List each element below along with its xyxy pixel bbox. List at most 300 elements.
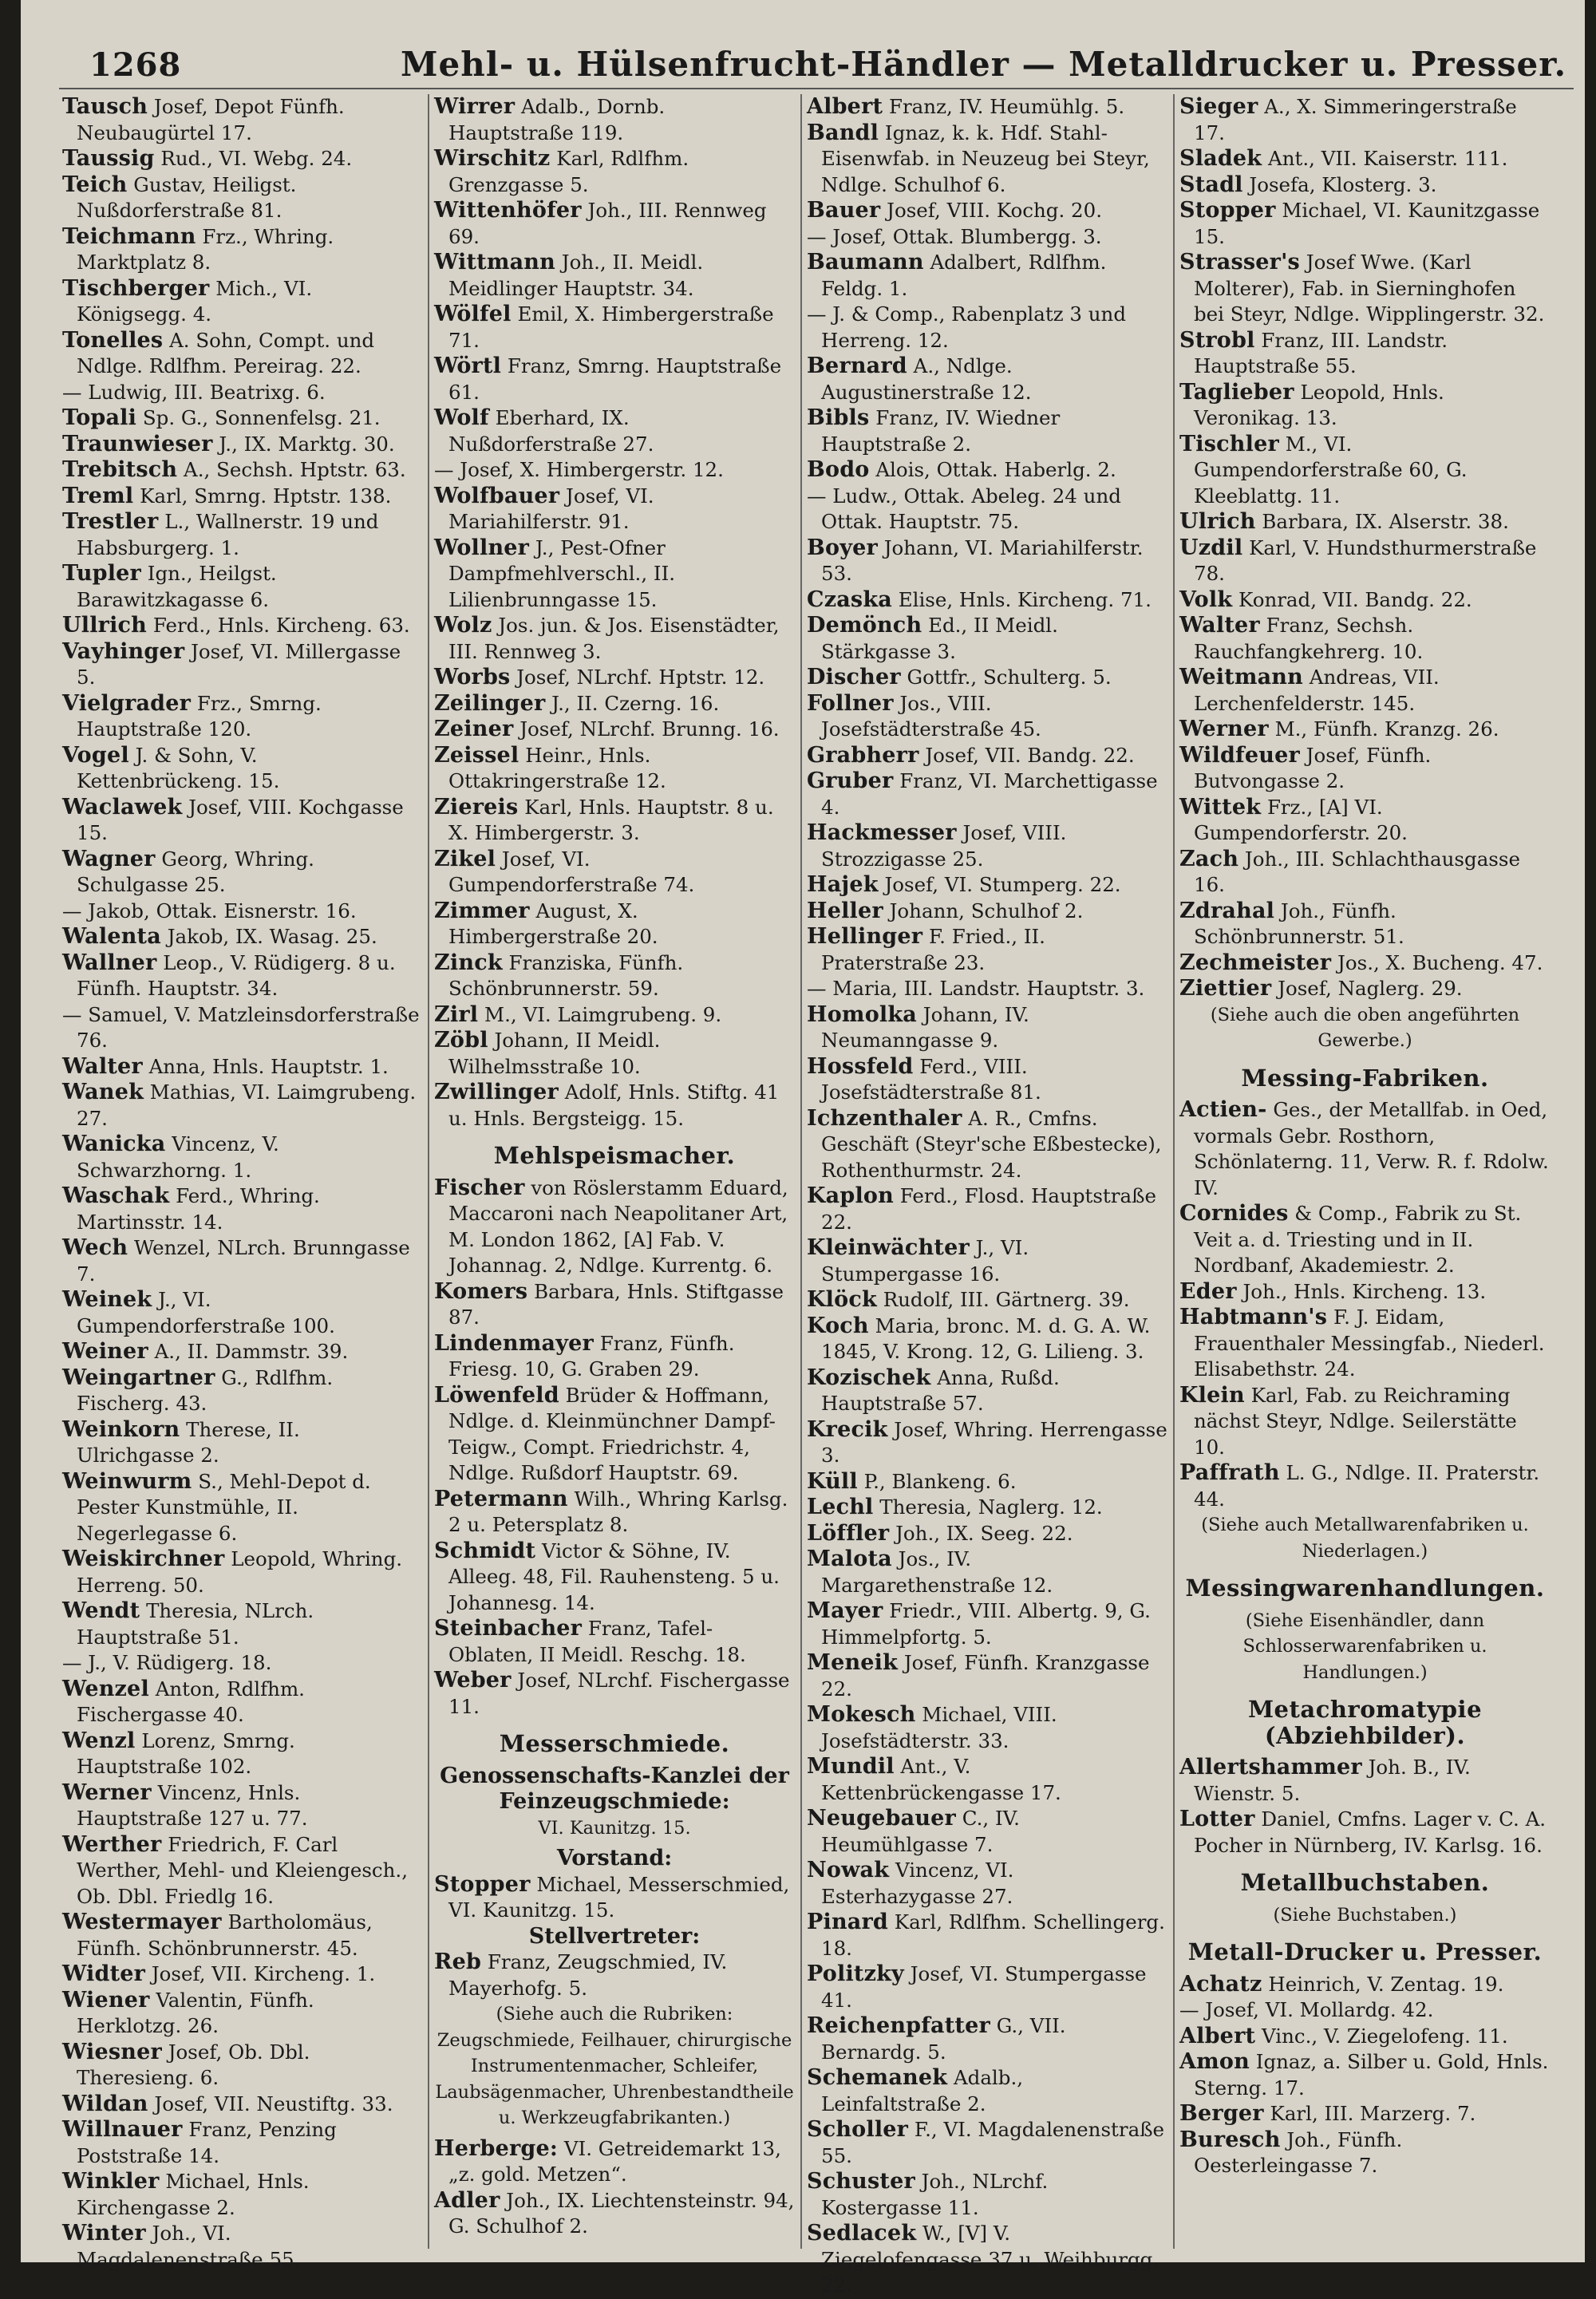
entry-details: Josef, VII. Bandg. 22. xyxy=(925,743,1135,767)
entry-name: Heller xyxy=(807,898,883,923)
directory-entry xyxy=(434,1279,795,1331)
entry-details: Franz, Fünfh. Friesg. 10, G. Graben 29. xyxy=(448,1331,735,1381)
directory-entry xyxy=(434,1872,795,1924)
entry-details: Johann, VI. Mariahilferstr. 53. xyxy=(821,535,1144,585)
directory-entry xyxy=(807,1598,1167,1650)
entry-details: Ges., der Metallfab. in Oed, vormals Gebr. Rosthorn, Schönlaterng. 11, Verw. R. f. Rdolw. IV. xyxy=(1194,1098,1549,1199)
directory-entry xyxy=(434,1175,795,1279)
entry-name: Pinard xyxy=(807,1910,888,1934)
directory-entry xyxy=(1179,250,1551,328)
entry-name: Werther xyxy=(62,1831,162,1857)
entry-details: Josef, VI. Mariahilferstr. 91. xyxy=(448,484,654,533)
entry-details: Adalb., Leinfaltstraße 2. xyxy=(821,2066,1024,2115)
directory-entry xyxy=(62,899,423,925)
entry-name: Kaplon xyxy=(807,1183,894,1208)
page-title: Mehl- u. Hülsenfrucht-Händler — Metalldrucker u. Presser. xyxy=(401,45,1567,84)
entry-name: Ulrich xyxy=(1179,509,1256,534)
directory-entry xyxy=(62,457,423,484)
entry-name: Kozischek xyxy=(807,1365,931,1390)
entry-details: Josef Wwe. (Karl Molterer), Fab. in Sierninghofen bei Steyr, Ndlge. Wipplingerstr. 32. xyxy=(1194,251,1545,326)
entry-name: Zinck xyxy=(434,950,503,975)
entry-details: Franz, III. Landstr. Hauptstraße 55. xyxy=(1194,328,1448,377)
directory-entry xyxy=(62,1080,423,1132)
entry-details: Vincenz, VI. Esterhazygasse 27. xyxy=(821,1859,1014,1908)
directory-entry xyxy=(62,380,423,406)
directory-entry xyxy=(1179,743,1551,795)
entry-name: Zeiner xyxy=(434,717,514,741)
directory-entry xyxy=(62,1677,423,1728)
entry-details: Josef, VIII. Kochg. 20. xyxy=(887,199,1102,222)
directory-entry xyxy=(807,820,1167,872)
entry-details: Anna, Rußd. Hauptstraße 57. xyxy=(821,1365,1060,1415)
entry-details: G., VII. Bernardg. 5. xyxy=(821,2014,1066,2064)
entry-details: Adalbert, Rdlfhm. Feldg. 1. xyxy=(821,251,1107,300)
entry-details: Josef, Naglerg. 29. xyxy=(1278,977,1463,1000)
entry-details: Franz, IV. Heumühlg. 5. xyxy=(888,95,1125,118)
directory-entry xyxy=(1179,613,1551,665)
section-label: Stellvertreter: xyxy=(528,1923,701,1949)
entry-details: Josef, Fünfh. Butvongasse 2. xyxy=(1194,743,1432,792)
directory-entry xyxy=(62,146,423,172)
entry-details: J., IX. Marktg. 30. xyxy=(219,432,395,456)
directory-entry xyxy=(62,509,423,561)
directory-entry xyxy=(62,924,423,950)
entry-details: F. Fried., II. Praterstraße 23. xyxy=(821,925,1045,974)
entry-details: Frz., [A] VI. Gumpendorferstr. 20. xyxy=(1194,795,1408,844)
entry-name: Willnauer xyxy=(62,2117,183,2142)
directory-entry xyxy=(62,1183,423,1235)
directory-entry xyxy=(62,847,423,899)
directory-entry xyxy=(1179,976,1551,1002)
entry-name: Wendt xyxy=(62,1598,140,1623)
entry-details: Josef, VI. Gumpendorferstraße 74. xyxy=(448,847,695,896)
directory-entry xyxy=(434,1668,795,1720)
directory-entry xyxy=(434,2136,795,2188)
entry-name: Ziereis xyxy=(434,794,519,820)
directory-entry xyxy=(62,328,423,380)
directory-entry xyxy=(807,94,1167,120)
entry-name: Küll xyxy=(807,1468,858,1494)
entry-details: A., Ndlge. Augustinerstraße 12. xyxy=(821,354,1032,404)
entry-name: Baumann xyxy=(807,250,924,275)
section-note: (Siehe auch die oben angeführten Gewerbe.) xyxy=(1210,1004,1520,1051)
directory-page xyxy=(21,0,1585,2297)
directory-entry xyxy=(807,1313,1167,1365)
directory-entry xyxy=(807,1806,1167,1858)
directory-entry xyxy=(1179,950,1551,977)
entry-details: M., VI. Laimgrubeng. 9. xyxy=(484,1002,722,1026)
directory-entry xyxy=(62,1832,423,1910)
directory-entry xyxy=(1179,146,1551,172)
entry-name: Weitmann xyxy=(1179,665,1303,689)
directory-entry xyxy=(807,1495,1167,1521)
directory-entry xyxy=(807,1054,1167,1106)
directory-entry xyxy=(807,484,1167,535)
directory-entry xyxy=(1179,328,1551,380)
directory-entry xyxy=(62,1546,423,1598)
directory-entry xyxy=(807,1002,1167,1054)
entry-name: Discher xyxy=(807,665,901,689)
directory-entry xyxy=(1179,665,1551,717)
entry-details: Michael, Messerschmied, VI. Kaunitzg. 15. xyxy=(448,1872,790,1922)
entry-details: G., Rdlfhm. Fischerg. 43. xyxy=(77,1365,334,1415)
section-heading: Metachromatypie (Abziehbilder). xyxy=(1247,1696,1483,1749)
directory-entry xyxy=(1179,1755,1551,1807)
directory-entry xyxy=(807,1365,1167,1417)
directory-entry xyxy=(434,899,795,950)
directory-entry xyxy=(807,2013,1167,2065)
directory-entry xyxy=(62,405,423,432)
entry-name: Zimmer xyxy=(434,898,530,923)
entry-name: Teichmann xyxy=(62,223,196,249)
entry-name: Tupler xyxy=(62,561,141,586)
directory-entry xyxy=(807,1961,1167,2013)
section-label: Genossenschafts-Kanzlei der Feinzeugschmiede: xyxy=(440,1763,789,1814)
entry-name: Zwillinger xyxy=(434,1080,559,1104)
directory-entry xyxy=(1179,1807,1551,1859)
entry-details: Theresia, NLrch. Hauptstraße 51. xyxy=(77,1599,314,1649)
entry-details: Franziska, Fünfh. Schönbrunnerstr. 59. xyxy=(448,950,684,1000)
entry-name: Czaska xyxy=(807,587,892,612)
entry-details: Elise, Hnls. Kircheng. 71. xyxy=(898,587,1152,611)
entry-name: Lotter xyxy=(1179,1807,1255,1831)
entry-name: Taussig xyxy=(62,146,155,171)
entry-name: Zeilinger xyxy=(434,690,546,716)
entry-details: Karl, Hnls. Hauptstr. 8 u. X. Himbergerstr. 3. xyxy=(448,795,774,844)
entry-name: Teich xyxy=(62,172,128,197)
entry-name: Schemanek xyxy=(807,2065,948,2090)
entry-details: S., Mehl-Depot d. Pester Kunstmühle, II. Negerlegasse 6. xyxy=(77,1469,371,1545)
entry-name: Tischberger xyxy=(62,275,210,301)
entry-name: Trebitsch xyxy=(62,457,178,482)
entry-details: Jos. jun. & Jos. Eisenstädter, III. Rennweg 3. xyxy=(448,614,780,663)
entry-details: Karl, Fab. zu Reichraming nächst Steyr, Ndlge. Seilerstätte 10. xyxy=(1194,1383,1517,1459)
entry-details: F., VI. Magdalenenstraße 55. xyxy=(821,2118,1165,2167)
column-divider xyxy=(800,94,802,2249)
directory-entry xyxy=(807,457,1167,484)
entry-name: Mundil xyxy=(807,1754,895,1779)
entry-name: Wittmann xyxy=(434,250,555,275)
entry-name: Ziettier xyxy=(1179,976,1272,1001)
entry-name: Wallner xyxy=(62,950,157,975)
entry-details: M., VI. Gumpendorferstraße 60, G. Kleeblattg. 11. xyxy=(1194,432,1468,508)
column-2 xyxy=(434,94,795,2261)
entry-name: Wolf xyxy=(434,405,489,430)
section-heading: Messing-Fabriken. xyxy=(1241,1064,1489,1092)
entry-name: Taglieber xyxy=(1179,379,1294,405)
entry-name: Werner xyxy=(62,1780,152,1805)
entry-name: Weiskirchner xyxy=(62,1546,225,1571)
entry-name: Homolka xyxy=(807,1001,917,1027)
directory-entry xyxy=(434,613,795,665)
entry-details: Joh. B., IV. Wienstr. 5. xyxy=(1194,1756,1471,1805)
entry-details: Anton, Rdlfhm. Fischergasse 40. xyxy=(77,1677,305,1726)
entry-name: Eder xyxy=(1179,1278,1237,1304)
entry-details: Josef, Depot Fünfh. Neubaugürtel 17. xyxy=(77,95,345,144)
entry-name: Wanek xyxy=(62,1080,144,1104)
entry-name: Wiesner xyxy=(62,2039,162,2064)
entry-name: Worbs xyxy=(434,665,511,689)
entry-name: Weinkorn xyxy=(62,1416,180,1442)
entry-details: Franz, IV. Wiedner Hauptstraße 2. xyxy=(821,406,1061,456)
entry-name: Traunwieser xyxy=(62,431,213,456)
column-1 xyxy=(62,94,423,2271)
directory-entry xyxy=(807,354,1167,405)
directory-entry xyxy=(807,691,1167,743)
entry-details: Jos., VIII. Josefstädterstraße 45. xyxy=(821,691,1041,741)
entry-details: — Ludw., Ottak. Abeleg. 24 und Ottak. Hauptstr. 75. xyxy=(807,484,1121,533)
directory-entry xyxy=(807,224,1167,251)
entry-name: Sieger xyxy=(1179,94,1258,119)
section-heading: Metallbuchstaben. xyxy=(1240,1869,1490,1896)
entry-details: Franz, Tafel-Oblaten, II Meidl. Reschg. 18. xyxy=(448,1617,746,1666)
entry-name: Schmidt xyxy=(434,1538,536,1563)
entry-details: Emil, X. Himbergerstraße 71. xyxy=(448,302,774,352)
entry-name: Vayhinger xyxy=(62,638,185,664)
directory-entry xyxy=(62,691,423,743)
directory-entry xyxy=(434,2188,795,2240)
entry-details: Jos., X. Bucheng. 47. xyxy=(1337,950,1543,974)
entry-name: Malota xyxy=(807,1546,892,1571)
entry-name: Winter xyxy=(62,2221,146,2246)
directory-entry xyxy=(1179,1305,1551,1383)
directory-entry xyxy=(807,743,1167,769)
entry-details: Ferd., Whring. Martinsstr. 14. xyxy=(77,1184,320,1234)
directory-entry xyxy=(434,1616,795,1668)
directory-entry xyxy=(434,1002,795,1029)
entry-details: — J. & Comp., Rabenplatz 3 und Herreng. 12. xyxy=(807,302,1127,352)
entry-name: Albert xyxy=(1179,2023,1256,2048)
entry-details: Josef, Fünfh. Kranzgasse 22. xyxy=(821,1651,1150,1701)
entry-name: Scholler xyxy=(807,2117,909,2142)
directory-entry xyxy=(434,717,795,743)
entry-name: Wildfeuer xyxy=(1179,742,1300,768)
directory-entry xyxy=(62,1469,423,1547)
directory-entry xyxy=(62,950,423,1002)
entry-name: Zöbl xyxy=(434,1028,488,1053)
entry-name: Wittek xyxy=(1179,794,1262,820)
entry-details: A., X. Simmeringerstraße 17. xyxy=(1194,95,1517,144)
entry-details: Josef, VIII. Kochgasse 15. xyxy=(77,795,404,844)
directory-entry xyxy=(62,1780,423,1832)
entry-name: Hellinger xyxy=(807,924,923,949)
entry-details: Michael, VIII. Josefstädterstr. 33. xyxy=(821,1703,1057,1752)
entry-name: Wittenhöfer xyxy=(434,198,582,223)
entry-name: Follner xyxy=(807,690,894,716)
directory-entry xyxy=(62,1132,423,1183)
entry-name: Krecik xyxy=(807,1416,888,1442)
entry-details: Joh., Fünfh. Oesterleingasse 7. xyxy=(1194,2127,1403,2177)
directory-entry xyxy=(1179,172,1551,199)
entry-details: Johann, IV. Neumanngasse 9. xyxy=(821,1002,1029,1052)
entry-name: Bauer xyxy=(807,198,881,223)
entry-name: Wollner xyxy=(434,535,530,560)
directory-entry xyxy=(807,1106,1167,1184)
directory-entry xyxy=(62,1287,423,1339)
entry-details: August, X. Himbergerstraße 20. xyxy=(448,899,658,948)
entry-name: Walter xyxy=(62,1053,143,1079)
entry-name: Bandl xyxy=(807,120,879,145)
entry-name: Komers xyxy=(434,1278,528,1304)
entry-name: Tonelles xyxy=(62,327,164,353)
directory-entry xyxy=(1179,1460,1551,1512)
entry-name: Weingartner xyxy=(62,1365,215,1390)
directory-entry xyxy=(807,665,1167,691)
entry-details: Karl, Smrng. Hptstr. 138. xyxy=(140,484,392,508)
entry-details: Ignaz, k. k. Hdf. Stahl-Eisenwfab. in Neuzeug bei Steyr, Ndlge. Schulhof 6. xyxy=(821,120,1150,196)
entry-details: Daniel, Cmfns. Lager v. C. A. Pocher in Nürnberg, IV. Karlsg. 16. xyxy=(1194,1807,1547,1857)
entry-details: Heinr., Hnls. Ottakringerstraße 12. xyxy=(448,743,666,792)
entry-name: Herberge: xyxy=(434,2135,559,2161)
entry-details: Joh., IX. Seeg. 22. xyxy=(895,1521,1073,1545)
entry-details: — Josef, X. Himbergerstr. 12. xyxy=(434,458,724,481)
entry-details: Franz, Zeugschmied, IV. Mayerhofg. 5. xyxy=(448,1950,728,2000)
entry-name: Wenzel xyxy=(62,1676,149,1701)
entry-name: Wirrer xyxy=(434,94,516,119)
entry-details: — Maria, III. Landstr. Hauptstr. 3. xyxy=(807,977,1145,1000)
entry-details: Ignaz, a. Silber u. Gold, Hnls. Sterng. 17. xyxy=(1194,2050,1549,2100)
directory-entry xyxy=(807,2117,1167,2169)
directory-entry xyxy=(434,484,795,535)
directory-entry xyxy=(62,1988,423,2040)
entry-name: Bernard xyxy=(807,354,907,378)
entry-details: VI. Getreidemarkt 13, „z. gold. Metzen“. xyxy=(448,2136,781,2186)
directory-entry xyxy=(807,405,1167,457)
directory-entry xyxy=(807,120,1167,199)
entry-details: Franz, Sechsh. Rauchfangkehrerg. 10. xyxy=(1194,614,1424,663)
directory-entry xyxy=(807,250,1167,302)
entry-details: Michael, Hnls. Kirchengasse 2. xyxy=(77,2170,310,2219)
entry-name: Strasser's xyxy=(1179,250,1300,275)
directory-entry xyxy=(62,2169,423,2221)
entry-name: Demönch xyxy=(807,613,922,638)
entry-details: Karl, V. Hundsthurmerstraße 78. xyxy=(1194,535,1537,585)
directory-entry xyxy=(1179,1997,1551,2024)
entry-details: Mathias, VI. Laimgrubeng. 27. xyxy=(77,1080,417,1130)
entry-details: Joh., NLrchf. Kostergasse 11. xyxy=(821,2170,1049,2219)
directory-entry xyxy=(1179,847,1551,899)
entry-details: Franz, VI. Marchettigasse 4. xyxy=(821,769,1158,819)
entry-details: Josef, VIII. Strozzigasse 25. xyxy=(821,821,1067,871)
entry-details: Joh., Hnls. Kircheng. 13. xyxy=(1242,1279,1487,1303)
directory-entry xyxy=(434,847,795,899)
entry-details: Adalb., Dornb. Hauptstraße 119. xyxy=(448,95,666,144)
entry-name: Wölfel xyxy=(434,302,512,326)
entry-name: Tausch xyxy=(62,94,148,119)
entry-details: M., Fünfh. Kranzg. 26. xyxy=(1274,717,1499,741)
section-heading: Mehlspeismacher. xyxy=(493,1142,736,1169)
directory-entry xyxy=(1179,2024,1551,2050)
entry-details: C., IV. Heumühlgasse 7. xyxy=(821,1807,1020,1856)
entry-name: Klein xyxy=(1179,1382,1245,1408)
directory-entry xyxy=(434,1080,795,1132)
entry-name: Wanicka xyxy=(62,1132,166,1156)
entry-name: Stopper xyxy=(1179,198,1276,223)
directory-entry xyxy=(1179,432,1551,510)
entry-name: Trestler xyxy=(62,509,159,534)
entry-name: Gruber xyxy=(807,768,894,793)
entry-details: J. & Sohn, V. Kettenbrückeng. 15. xyxy=(77,743,280,792)
entry-details: Karl, Rdlfhm. Schellingerg. 18. xyxy=(821,1910,1165,1960)
directory-entry xyxy=(62,1728,423,1780)
directory-entry xyxy=(807,2221,1167,2299)
entry-details: Ant., V. Kettenbrückengasse 17. xyxy=(821,1755,1061,1804)
directory-entry xyxy=(807,1469,1167,1495)
entry-details: Alois, Ottak. Haberlg. 2. xyxy=(875,458,1116,481)
directory-entry xyxy=(62,743,423,795)
entry-name: Weber xyxy=(434,1668,512,1693)
entry-details: L. G., Ndlge. II. Praterstr. 44. xyxy=(1194,1461,1540,1511)
entry-name: Mokesch xyxy=(807,1702,916,1727)
directory-entry xyxy=(1179,1097,1551,1201)
entry-name: Weinek xyxy=(62,1287,152,1312)
directory-entry xyxy=(807,1287,1167,1313)
entry-details: von Röslerstamm Eduard, Maccaroni nach Neapolitaner Art, M. London 1862, [A] Fab. V. Johannag. 2, Ndlge. Kurrentg. 6. xyxy=(448,1175,788,1277)
directory-entry xyxy=(62,639,423,691)
entry-name: Amon xyxy=(1179,2049,1250,2074)
entry-name: Winkler xyxy=(62,2169,160,2194)
entry-details: — J., V. Rüdigerg. 18. xyxy=(62,1651,272,1674)
directory-entry xyxy=(62,795,423,847)
entry-details: Gottfr., Schulterg. 5. xyxy=(907,666,1112,689)
directory-entry xyxy=(62,1002,423,1054)
entry-name: Topali xyxy=(62,405,137,430)
entry-name: Uzdil xyxy=(1179,535,1243,560)
entry-name: Sedlacek xyxy=(807,2221,917,2246)
directory-entry xyxy=(434,94,795,146)
page-header xyxy=(65,41,1574,86)
entry-details: Anna, Hnls. Hauptstr. 1. xyxy=(148,1054,389,1078)
section-note: (Siehe Eisenhändler, dann Schlosserwarenfabriken u. Handlungen.) xyxy=(1242,1610,1487,1683)
entry-name: Mayer xyxy=(807,1598,883,1623)
directory-entry xyxy=(62,2117,423,2169)
entry-details: A. R., Cmfns. Geschäft (Steyr'sche Eßbestecke), Rothenthurmstr. 24. xyxy=(821,1106,1162,1182)
entry-name: Strobl xyxy=(1179,327,1255,353)
directory-entry xyxy=(62,1417,423,1469)
directory-entry xyxy=(807,1417,1167,1469)
entry-details: Wilh., Whring Karlsg. 2 u. Petersplatz 8. xyxy=(448,1487,788,1536)
directory-entry xyxy=(1179,94,1551,146)
directory-entry xyxy=(807,1702,1167,1754)
entry-details: J., VI. Gumpendorferstraße 100. xyxy=(77,1288,335,1337)
entry-details: Therese, II. Ulrichgasse 2. xyxy=(77,1417,300,1467)
entry-details: Josef, NLrchf. Brunng. 16. xyxy=(519,717,780,741)
entry-details: Josefa, Klosterg. 3. xyxy=(1249,172,1437,196)
entry-name: Buresch xyxy=(1179,2127,1281,2152)
entry-details: A., II. Dammstr. 39. xyxy=(154,1340,349,1363)
entry-details: Gustav, Heiligst. Nußdorferstraße 81. xyxy=(77,172,297,222)
entry-details: Barbara, IX. Alserstr. 38. xyxy=(1262,510,1509,533)
section-note: (Siehe auch die Rubriken: Zeugschmiede, Feilhauer, chirurgische Instrumentenmacher, Schleifer, Laubsägenmacher, Uhrenbestandtheile u. Werkzeugfabrikanten.) xyxy=(435,2004,794,2128)
directory-entry xyxy=(807,1858,1167,1910)
entry-name: Tischler xyxy=(1179,431,1279,456)
entry-name: Wech xyxy=(62,1235,128,1260)
entry-details: Ant., VII. Kaiserstr. 111. xyxy=(1268,147,1508,170)
entry-name: Sladek xyxy=(1179,146,1262,171)
entry-name: Bibls xyxy=(807,405,870,430)
directory-entry xyxy=(807,768,1167,820)
directory-entry xyxy=(807,924,1167,976)
entry-details: Bartholomäus, Fünfh. Schönbrunnerstr. 45. xyxy=(77,1910,373,1960)
column-divider xyxy=(1173,94,1175,2249)
entry-name: Stopper xyxy=(434,1871,531,1897)
entry-name: Wenzl xyxy=(62,1728,136,1753)
entry-name: Zach xyxy=(1179,846,1239,871)
entry-name: Koch xyxy=(807,1313,869,1338)
directory-entry xyxy=(1179,535,1551,587)
directory-entry xyxy=(62,2040,423,2092)
directory-entry xyxy=(434,146,795,198)
